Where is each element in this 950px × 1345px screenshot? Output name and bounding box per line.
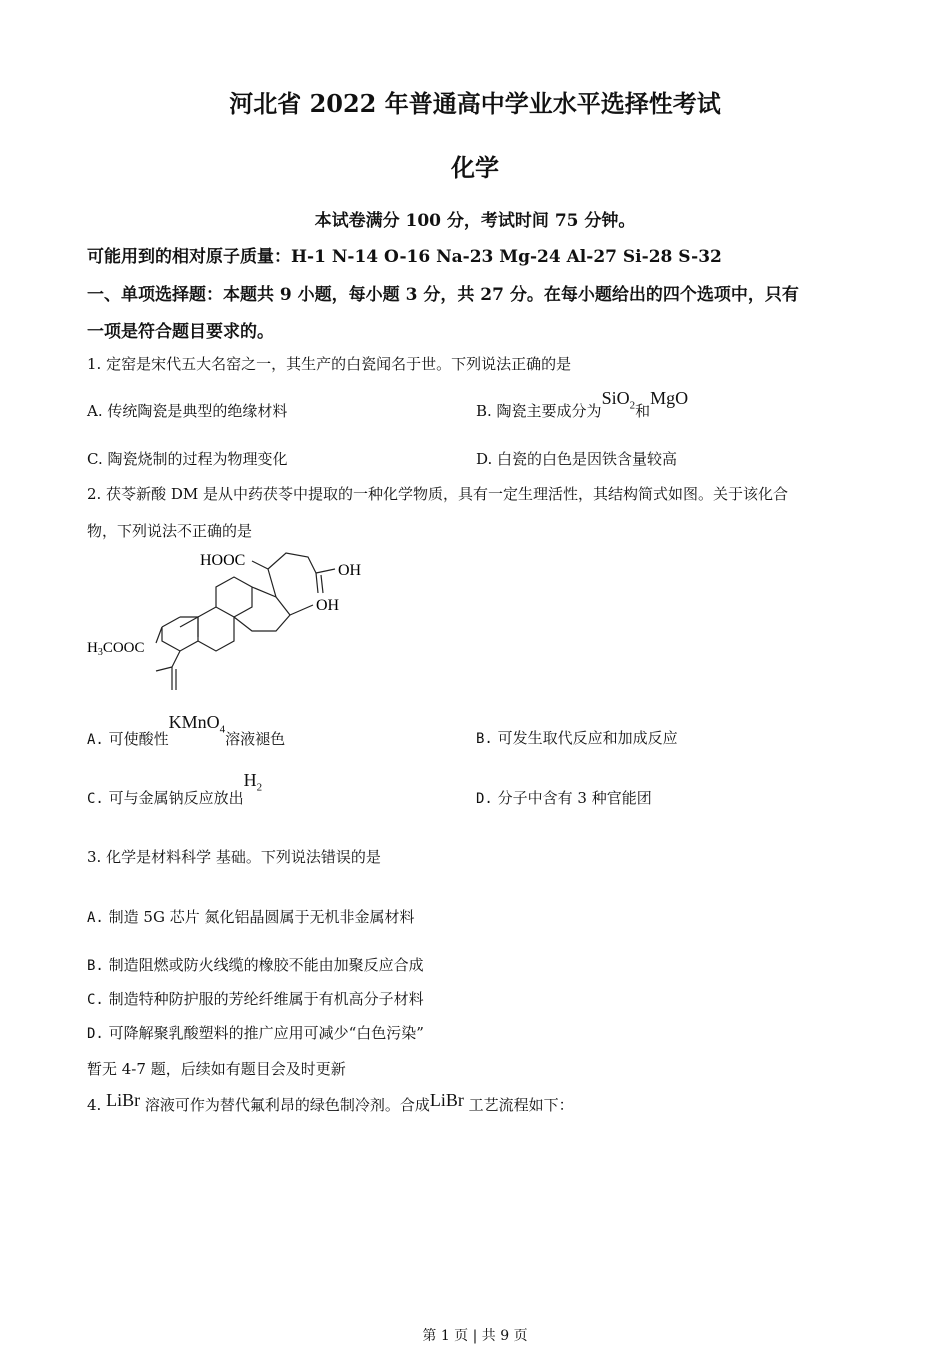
kmno4-formula: KMnO$_4$ xyxy=(168,712,226,736)
h3cooc-label: $H_3COOC$ xyxy=(87,640,145,658)
section-heading-line1: 一、单项选择题：本题共 9 小题，每小题 3 分，共 27 分。在每小题给出的四个选项中，只有 xyxy=(87,285,799,305)
q2-stem-line2: 物，下列说法不正确的是 xyxy=(87,522,253,540)
q1-option-b-prefix: B. 陶瓷主要成分为 xyxy=(476,402,602,420)
q2-option-d xyxy=(476,787,652,808)
q3-option-b-text: 制造阻燃或防火线缆的橡胶不能由加聚反应合成 xyxy=(108,956,424,974)
q4-stem xyxy=(87,1090,574,1114)
q1-option-b xyxy=(476,388,689,420)
libr-formula-1: LiBr xyxy=(106,1090,141,1110)
q3-stem: 3. 化学是材料科学 基础。下列说法错误的是 xyxy=(87,848,381,866)
q4-text-post: 工艺流程如下： xyxy=(468,1096,574,1114)
q2-option-c xyxy=(87,770,263,807)
q2-stem-line1: 2. 茯苓新酸 DM 是从中药茯苓中提取的一种化学物质，具有一定生理活性，其结构简式如图。关于该化合 xyxy=(87,485,789,503)
oh-label-ring: OH xyxy=(316,597,340,614)
q1-option-d: D. 白瓷的白色是因铁含量较高 xyxy=(476,450,678,468)
libr-formula-2: LiBr xyxy=(429,1090,464,1110)
structure-diagram xyxy=(80,545,380,705)
q2-option-b-label: B. xyxy=(476,731,493,747)
h2-formula: $H_2$ xyxy=(243,770,263,794)
q2-option-b xyxy=(476,727,678,748)
update-note: 暂无 4-7 题，后续如有题目会及时更新 xyxy=(87,1060,346,1078)
page-footer: 第 1 页 | 共 9 页 xyxy=(422,1328,528,1344)
atomic-masses: 可能用到的相对原子质量：H-1 N-14 O-16 Na-23 Mg-24 Al-27 Si-28 S-32 xyxy=(87,247,722,267)
q3-option-c-label: C. xyxy=(87,992,104,1008)
q2-option-c-prefix: 可与金属钠反应放出 xyxy=(108,789,244,807)
q3-option-c-text: 制造特种防护服的芳纶纤维属于有机高分子材料 xyxy=(108,990,424,1008)
q2-option-d-text: 分子中含有 3 种官能团 xyxy=(497,789,652,807)
q2-option-c-label: C. xyxy=(87,791,104,807)
q2-option-a-suffix: 溶液褪色 xyxy=(225,730,286,748)
exam-info: 本试卷满分 100 分，考试时间 75 分钟。 xyxy=(314,211,636,231)
q3-option-a xyxy=(87,906,414,927)
q4-text-mid: 溶液可作为替代氟利昂的绿色制冷剂。合成 xyxy=(144,1096,430,1114)
q2-option-a xyxy=(87,712,286,748)
q2-option-a-prefix: 可使酸性 xyxy=(108,730,169,748)
q1-stem: 1. 定窑是宋代五大名窑之一，其生产的白瓷闻名于世。下列说法正确的是 xyxy=(87,355,572,373)
q3-option-d xyxy=(87,1022,424,1043)
exam-title: 河北省 2022 年普通高中学业水平选择性考试 xyxy=(229,89,721,118)
q3-option-d-label: D. xyxy=(87,1026,104,1042)
mgo-formula: MgO xyxy=(650,388,689,408)
q1-option-a: A. 传统陶瓷是典型的绝缘材料 xyxy=(87,402,288,420)
q3-option-a-label: A. xyxy=(87,910,104,926)
q3-option-d-text: 可降解聚乳酸塑料的推广应用可减少“白色污染” xyxy=(108,1024,424,1042)
q4-number: 4. xyxy=(87,1096,102,1114)
hooc-label: HOOC xyxy=(200,552,246,569)
q3-option-b xyxy=(87,954,424,975)
q2-option-d-label: D. xyxy=(476,791,493,807)
oh-label-top: OH xyxy=(338,562,362,579)
subject-title: 化学 xyxy=(451,153,499,182)
sio2-formula: SiO$_2$ xyxy=(601,388,636,412)
q2-option-a-label: A. xyxy=(87,732,104,748)
section-heading-line2: 一项是符合题目要求的。 xyxy=(87,322,274,342)
q3-option-a-text: 制造 5G 芯片 氮化铝晶圆属于无机非金属材料 xyxy=(108,908,415,926)
q2-option-b-text: 可发生取代反应和加成反应 xyxy=(497,729,678,747)
q1-option-c: C. 陶瓷烧制的过程为物理变化 xyxy=(87,450,288,468)
q1-option-b-and: 和 xyxy=(635,402,651,420)
q3-option-c xyxy=(87,988,424,1009)
q3-option-b-label: B. xyxy=(87,958,104,974)
